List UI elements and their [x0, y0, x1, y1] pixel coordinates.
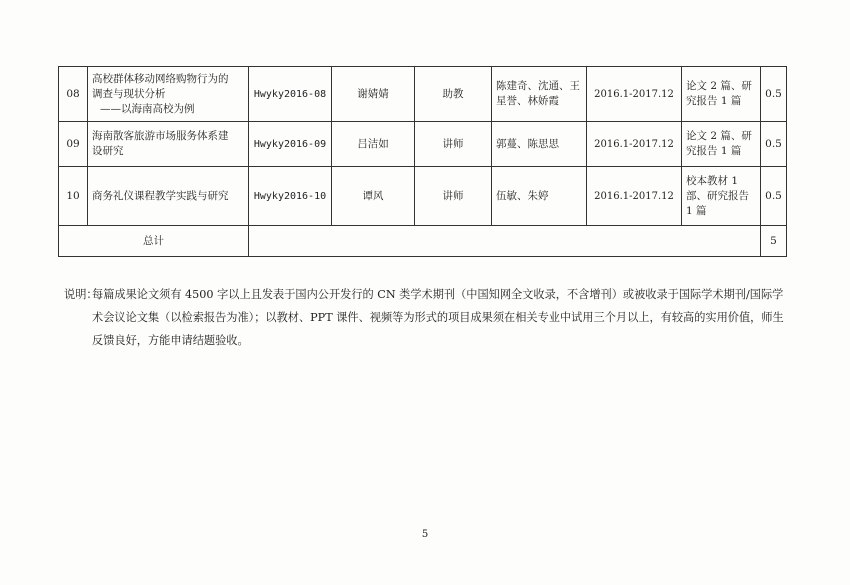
project-members: 伍敏、朱婷 — [492, 167, 587, 226]
project-members: 陈建奇、沈通、王星誉、林娇霞 — [492, 67, 587, 122]
project-title — [88, 167, 249, 226]
project-title — [88, 67, 249, 122]
leader-rank: 助教 — [415, 67, 492, 122]
expected-output: 论文 2 篇、研究报告 1 篇 — [682, 122, 761, 167]
total-spacer — [249, 226, 761, 257]
row-number: 09 — [59, 122, 88, 167]
project-title-line: 海南散客旅游市场服务体系建 — [92, 130, 229, 142]
project-code: Hwyky2016-08 — [249, 67, 332, 122]
project-title-line: ——以海南高校为例 — [100, 102, 195, 115]
project-members: 郭蔓、陈思思 — [492, 122, 587, 167]
table-row — [59, 122, 787, 167]
project-code: Hwyky2016-09 — [249, 122, 332, 167]
row-number: 08 — [59, 67, 88, 122]
table-row — [59, 167, 787, 226]
project-funding: 0.5 — [761, 67, 787, 122]
project-period: 2016.1-2017.12 — [587, 67, 682, 122]
leader-rank: 讲师 — [415, 167, 492, 226]
explanatory-note — [64, 283, 792, 352]
row-number: 10 — [59, 167, 88, 226]
page-number: 5 — [421, 529, 429, 540]
project-funding: 0.5 — [761, 167, 787, 226]
note-label: 说明： — [64, 288, 98, 301]
note-text: 每篇成果论文须有 4500 字以上且发表于国内公开发行的 CN 类学术期刊（中国知网全文收录，不含增刊）或被收录于国际学术期刊/国际学术会议论文集（以检索报告为准）；以教材、PPT 课件、视频等为形式的项目成果须在相关专业中试用三个月以上，有较高的实用价值，师生反馈良好，方能申请结题验收。 — [92, 288, 784, 347]
project-code: Hwyky2016-10 — [249, 167, 332, 226]
project-leader: 吕洁如 — [332, 122, 415, 167]
expected-output: 校本教材 1 部、研究报告 1 篇 — [682, 167, 761, 226]
project-title — [88, 122, 249, 167]
project-funding: 0.5 — [761, 122, 787, 167]
total-label: 总计 — [59, 226, 249, 257]
total-row — [59, 226, 787, 257]
project-period: 2016.1-2017.12 — [587, 122, 682, 167]
table-row — [59, 67, 787, 122]
project-title-line: 调查与现状分析 — [92, 87, 166, 100]
projects-table — [58, 66, 787, 257]
project-title-line: 商务礼仪课程教学实践与研究 — [92, 189, 229, 202]
project-title-line: 高校群体移动网络购物行为的 — [92, 72, 229, 85]
expected-output: 论文 2 篇、研究报告 1 篇 — [682, 67, 761, 122]
project-leader: 谢婧婧 — [332, 67, 415, 122]
leader-rank: 讲师 — [415, 122, 492, 167]
total-value: 5 — [761, 226, 787, 257]
project-leader: 谭风 — [332, 167, 415, 226]
project-period: 2016.1-2017.12 — [587, 167, 682, 226]
project-title-line: 设研究 — [92, 145, 124, 157]
